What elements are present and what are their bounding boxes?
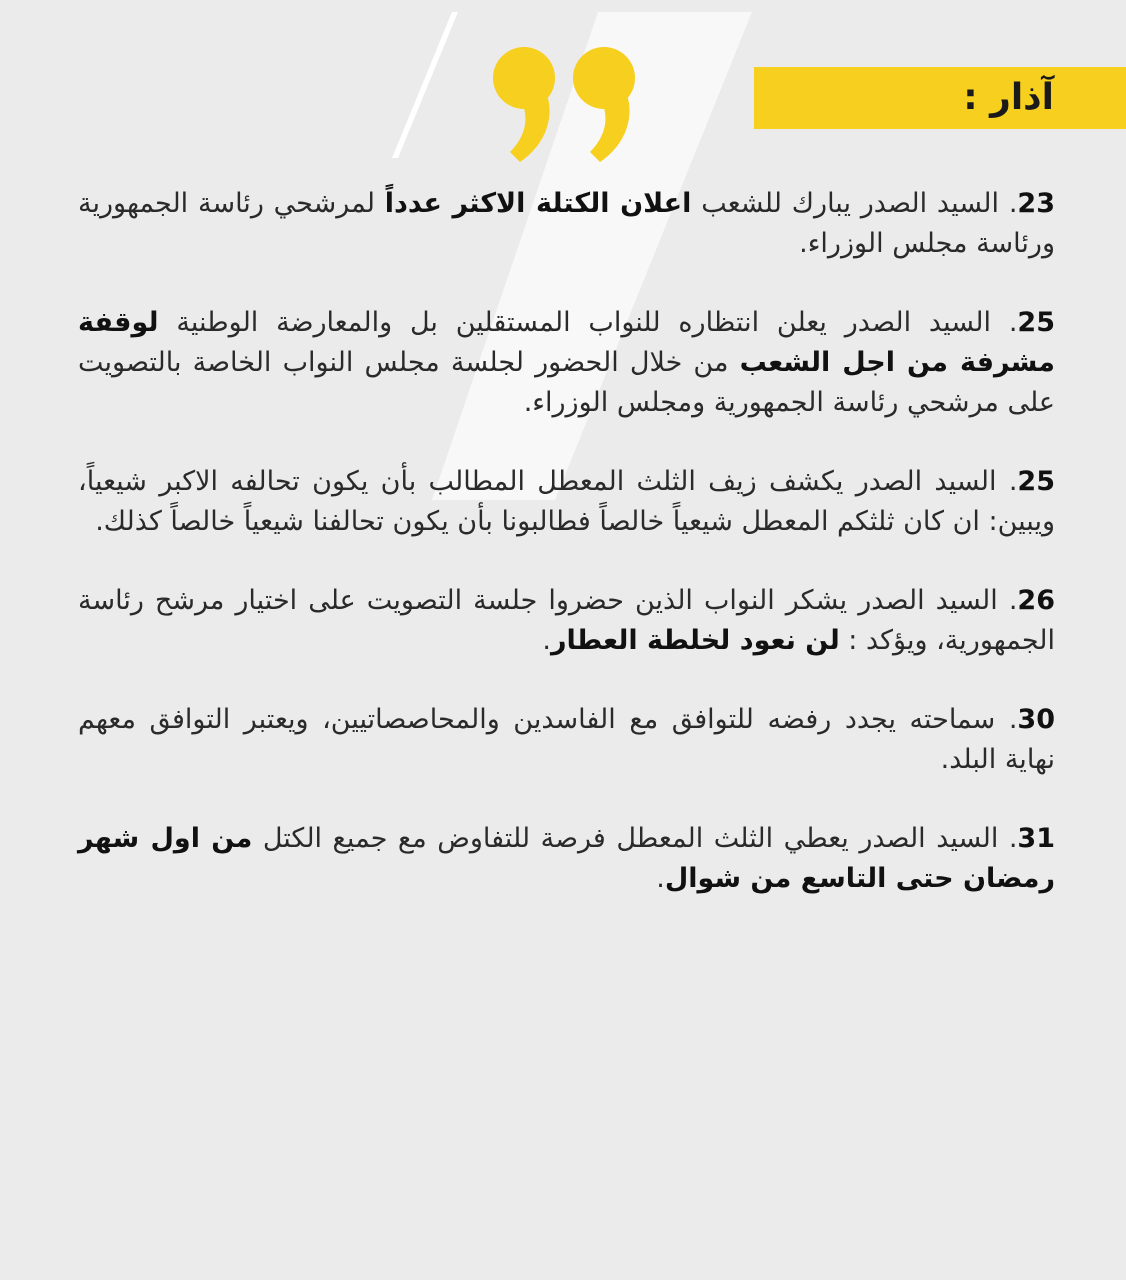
- list-item: [78, 819, 1055, 899]
- item-number: 31: [1017, 823, 1055, 854]
- item-text: من خلال الحضور لجلسة مجلس النواب الخاصة بالتصويت على مرشحي رئاسة الجمهورية ومجلس الوزراء.: [78, 347, 1055, 418]
- item-number: 25: [1017, 307, 1055, 338]
- page-title: آذار :: [963, 77, 1054, 118]
- content-list: [78, 184, 1055, 938]
- item-number: 30: [1017, 704, 1055, 735]
- item-number: 23: [1017, 188, 1055, 219]
- item-text: . السيد الصدر يشكر النواب الذين حضروا جلسة التصويت على اختيار مرشح رئاسة الجمهورية، ويؤكد :: [78, 585, 1055, 656]
- item-text: . السيد الصدر يعطي الثلث المعطل فرصة للتفاوض مع جميع الكتل: [252, 823, 1018, 854]
- list-item: [78, 462, 1055, 542]
- item-bold-text: لن نعود لخلطة العطار: [551, 625, 840, 656]
- item-text: . سماحته يجدد رفضه للتوافق مع الفاسدين والمحاصصاتيين، ويعتبر التوافق معهم نهاية البلد.: [78, 704, 1055, 775]
- item-text: . السيد الصدر يكشف زيف الثلث المعطل المطالب بأن يكون تحالفه الاكبر شيعياً، ويبين: ان كان ثلثكم المعطل شيعياً خالصاً فطالبونا بأن يكون تحالفنا شيعياً خالصاً كذلك.: [78, 466, 1055, 537]
- item-text: . السيد الصدر يبارك للشعب: [691, 188, 1018, 219]
- item-number: 25: [1017, 466, 1055, 497]
- item-text: لمرشحي رئاسة الجمهورية ورئاسة مجلس الوزراء.: [78, 188, 1055, 259]
- item-text: .: [542, 625, 551, 656]
- list-item: [78, 303, 1055, 423]
- item-bold-text: من اول شهر رمضان حتى التاسع من شوال: [78, 823, 1055, 894]
- list-item: [78, 184, 1055, 264]
- item-bold-text: اعلان الكتلة الاكثر عدداً: [384, 188, 692, 219]
- item-number: 26: [1017, 585, 1055, 616]
- thin-white-stripe: [392, 12, 458, 158]
- item-bold-text: لوقفة مشرفة من اجل الشعب: [78, 307, 1055, 378]
- list-item: [78, 700, 1055, 780]
- closing-quote-icon: [486, 38, 656, 168]
- item-text: .: [656, 863, 665, 894]
- item-text: . السيد الصدر يعلن انتظاره للنواب المستقلين بل والمعارضة الوطنية: [158, 307, 1018, 338]
- title-banner: [754, 67, 1126, 129]
- list-item: [78, 581, 1055, 661]
